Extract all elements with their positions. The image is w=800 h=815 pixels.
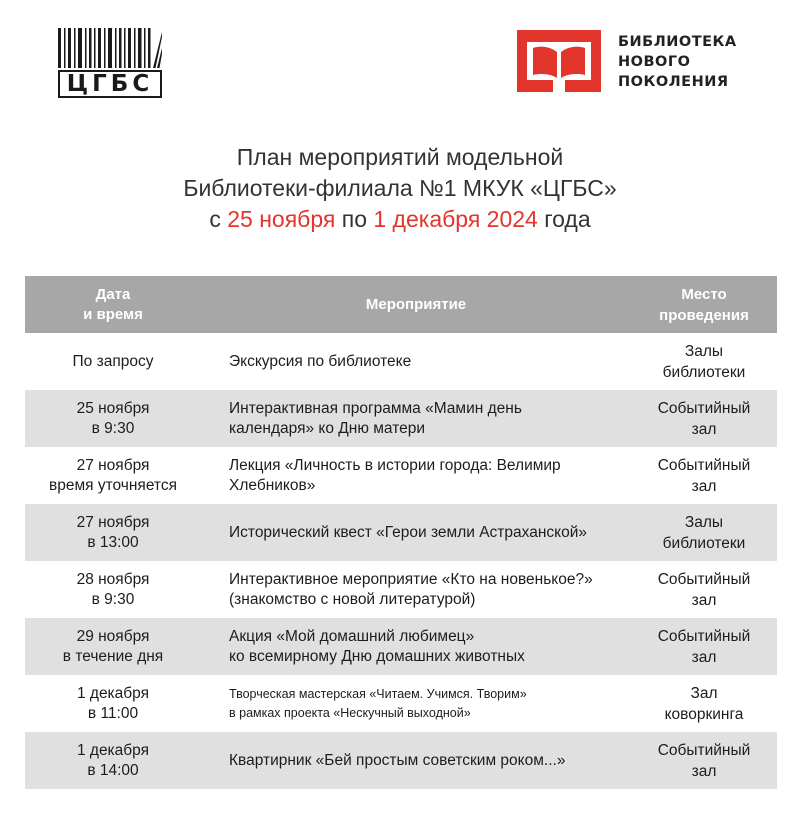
table-row (25, 561, 777, 618)
cgbs-logo (58, 28, 164, 100)
date-line: в 13:00 (87, 533, 139, 551)
date-line: 27 ноября (76, 513, 150, 531)
event-line: Лекция «Личность в истории города: Велимир (229, 456, 561, 474)
cell-place (631, 740, 777, 782)
header-place (631, 284, 777, 326)
cell-date (25, 456, 201, 496)
date-line: в 9:30 (91, 590, 135, 608)
cell-place (631, 341, 777, 383)
header-date (25, 285, 201, 325)
place-line: Событийный (657, 456, 751, 474)
place-line: Залы (684, 513, 724, 531)
event-line: Хлебников» (229, 476, 316, 494)
event-line: в рамках проекта «Нескучный выходной» (229, 705, 471, 720)
date-line: в 9:30 (91, 419, 135, 437)
title-line-1: План мероприятий модельной (236, 144, 564, 170)
header-date-line: и время (83, 305, 143, 323)
title-mid: по (335, 206, 374, 232)
title-prefix: с (209, 206, 228, 232)
date-to: 1 декабря 2024 (373, 206, 538, 232)
title-line-3 (0, 204, 800, 235)
title-line-2: Библиотеки-филиала №1 МКУК «ЦГБС» (183, 175, 617, 201)
event-line: (знакомство с новой литературой) (229, 590, 476, 608)
cell-place (631, 626, 777, 668)
date-line: время уточняется (49, 476, 177, 494)
table-row (25, 504, 777, 561)
date-line: 1 декабря (76, 741, 150, 759)
cell-event (201, 570, 631, 610)
date-line: в 11:00 (87, 704, 139, 722)
event-line: календаря» ко Дню матери (229, 419, 426, 437)
cell-date (25, 352, 201, 372)
event-line: Квартирник «Бей простым советским роком...» (229, 751, 566, 769)
table-row (25, 390, 777, 447)
event-line: ко всемирному Дню домашних животных (229, 647, 525, 665)
place-line: зал (691, 477, 717, 495)
place-line: зал (691, 420, 717, 438)
cell-event (201, 399, 631, 439)
header-place-line: Место (681, 285, 727, 303)
date-line: 27 ноября (76, 456, 150, 474)
cell-event (201, 352, 631, 372)
cell-place (631, 398, 777, 440)
header-place-line: проведения (659, 306, 749, 324)
event-line: Интерактивное мероприятие «Кто на новенькое?» (229, 570, 593, 588)
cell-event (201, 456, 631, 496)
event-line: Интерактивная программа «Мамин день (229, 399, 522, 417)
place-line: Залы (684, 342, 724, 360)
place-line: зал (691, 591, 717, 609)
cell-event (201, 627, 631, 667)
cell-event (201, 685, 631, 723)
date-line: 28 ноября (76, 570, 150, 588)
cell-date (25, 513, 201, 553)
cell-date (25, 684, 201, 724)
place-line: коворкинга (664, 705, 744, 723)
page-title (0, 142, 800, 235)
place-line: библиотеки (662, 534, 746, 552)
cell-place (631, 455, 777, 497)
event-line: Исторический квест «Герои земли Астраханской» (229, 523, 587, 541)
cell-place (631, 683, 777, 725)
table-row (25, 333, 777, 390)
date-line: По запросу (72, 352, 154, 370)
cell-date (25, 570, 201, 610)
barcode-icon (58, 28, 162, 68)
event-line: Акция «Мой домашний любимец» (229, 627, 475, 645)
date-line: в 14:00 (87, 761, 139, 779)
cell-place (631, 569, 777, 611)
place-line: Событийный (657, 570, 751, 588)
library-name-line: ПОКОЛЕНИЯ (618, 74, 729, 90)
date-line: в течение дня (62, 647, 164, 665)
cell-date (25, 399, 201, 439)
table-header (25, 276, 777, 333)
event-line: Творческая мастерская «Читаем. Учимся. Творим» (229, 686, 527, 701)
place-line: зал (691, 648, 717, 666)
date-line: 1 декабря (76, 684, 150, 702)
header-date-line: Дата (95, 285, 131, 303)
library-name-line: НОВОГО (618, 54, 691, 70)
events-table (25, 276, 777, 789)
cell-event (201, 751, 631, 771)
open-book-icon (515, 28, 603, 94)
title-suffix: года (537, 206, 591, 232)
place-line: Событийный (657, 627, 751, 645)
place-line: Зал (690, 684, 718, 702)
date-from: 25 ноября (227, 206, 336, 232)
date-line: 29 ноября (76, 627, 150, 645)
place-line: Событийный (657, 741, 751, 759)
event-line: Экскурсия по библиотеке (229, 352, 412, 370)
cell-event (201, 523, 631, 543)
logo-text: ЦГБС (58, 70, 162, 98)
table-row (25, 447, 777, 504)
library-name (618, 32, 758, 92)
header-event: Мероприятие (365, 295, 467, 313)
table-row (25, 675, 777, 732)
place-line: библиотеки (662, 363, 746, 381)
place-line: Событийный (657, 399, 751, 417)
cell-date (25, 741, 201, 781)
cell-place (631, 512, 777, 554)
new-generation-library-logo (515, 28, 755, 98)
place-line: зал (691, 762, 717, 780)
table-row (25, 732, 777, 789)
table-row (25, 618, 777, 675)
library-name-line: БИБЛИОТЕКА (618, 34, 737, 50)
date-line: 25 ноября (76, 399, 150, 417)
cell-date (25, 627, 201, 667)
